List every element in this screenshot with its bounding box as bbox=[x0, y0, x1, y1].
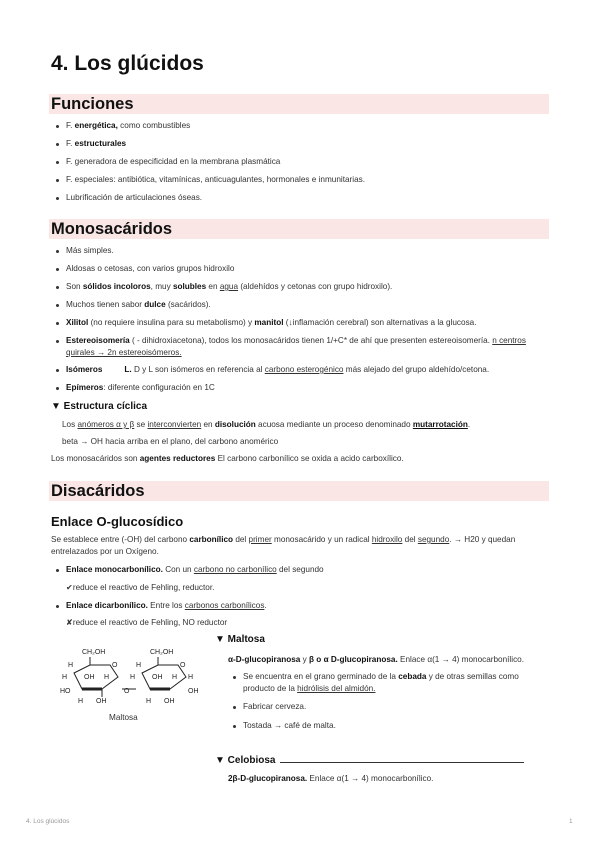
list-item: Se encuentra en el grano germinado de la cebada y de otras semillas como bbox=[243, 672, 519, 681]
footer-title: 4. Los glúcidos bbox=[26, 818, 70, 825]
list-item-continuation: quirales → 2n estereoisómeros. bbox=[66, 348, 182, 357]
list-item: Son sólidos incoloros, muy solubles en agua (aldehídos y cetonas con grupo hidroxilo). bbox=[66, 282, 393, 291]
paragraph-continuation: entrelazados por un Oxígeno. bbox=[51, 547, 159, 556]
bullet bbox=[56, 286, 59, 289]
svg-text:H: H bbox=[136, 662, 142, 669]
bullet bbox=[56, 250, 59, 253]
svg-text:OH: OH bbox=[164, 698, 175, 705]
bullet bbox=[56, 369, 59, 372]
section-heading-monosacaridos: Monosacáridos bbox=[49, 219, 549, 239]
bullet bbox=[56, 125, 59, 128]
bullet bbox=[56, 304, 59, 307]
list-item: F. generadora de especificidad en la membrana plasmática bbox=[66, 157, 281, 166]
svg-text:H: H bbox=[188, 674, 194, 681]
svg-text:O: O bbox=[180, 662, 186, 669]
list-item: Xilitol (no requiere insulina para su metabolismo) y manitol (↓inflamación cerebral) son alternativas a la glucosa. bbox=[66, 318, 477, 327]
svg-text:CH₂OH: CH₂OH bbox=[150, 649, 174, 656]
bullet bbox=[56, 340, 59, 343]
paragraph: beta → OH hacia arriba en el plano, del carbono anomérico bbox=[62, 437, 279, 446]
toggle-maltosa[interactable]: ▼ Maltosa bbox=[215, 634, 265, 645]
list-item-note: ✔reduce el reactivo de Fehling, reductor. bbox=[66, 583, 215, 592]
list-item: Enlace monocarbonílico. Con un carbono no carbonílico del segundo bbox=[66, 565, 324, 574]
list-item: F. estructurales bbox=[66, 139, 127, 148]
paragraph: Los anómeros α y β se interconvierten en disolución acuosa mediante un proceso denominado mutarrotación. bbox=[62, 420, 471, 429]
divider bbox=[280, 762, 524, 763]
svg-text:OH: OH bbox=[84, 674, 95, 681]
list-item: Aldosas o cetosas, con varios grupos hidroxilo bbox=[66, 264, 235, 273]
svg-text:H: H bbox=[78, 698, 84, 705]
list-item: Fabricar cerveza. bbox=[243, 702, 307, 711]
bullet bbox=[56, 161, 59, 164]
svg-text:H: H bbox=[104, 674, 110, 681]
list-item: Más simples. bbox=[66, 246, 114, 255]
svg-text:OH: OH bbox=[152, 674, 163, 681]
svg-text:H: H bbox=[68, 662, 74, 669]
bullet bbox=[56, 197, 59, 200]
bullet bbox=[56, 322, 59, 325]
page-number: 1 bbox=[569, 818, 573, 825]
section-heading-disacaridos: Disacáridos bbox=[49, 481, 549, 501]
svg-text:O: O bbox=[112, 662, 118, 669]
bullet bbox=[56, 143, 59, 146]
svg-text:H: H bbox=[62, 674, 68, 681]
bullet bbox=[233, 676, 236, 679]
bullet bbox=[56, 387, 59, 390]
page-title: 4. Los glúcidos bbox=[51, 52, 204, 75]
toggle-estructura-ciclica[interactable]: ▼ Estructura cíclica bbox=[51, 401, 148, 412]
bullet bbox=[56, 605, 59, 608]
list-item: F. energética, como combustibles bbox=[66, 121, 191, 130]
list-item: Tostada → café de malta. bbox=[243, 721, 336, 730]
svg-text:O: O bbox=[124, 688, 130, 695]
paragraph: 2β-D-glucopiranosa. Enlace α(1 → 4) monocarbonílico. bbox=[228, 774, 434, 783]
paragraph: Los monosacáridos son agentes reductores El carbono carbonílico se oxida a acido carboxílico. bbox=[51, 454, 404, 463]
svg-text:H: H bbox=[146, 698, 152, 705]
bullet bbox=[233, 725, 236, 728]
list-item: Muchos tienen sabor dulce (sacáridos). bbox=[66, 300, 211, 309]
list-item: Enlace dicarbonílico. Entre los carbonos carbonílicos. bbox=[66, 601, 267, 610]
bullet bbox=[233, 706, 236, 709]
list-item: Isómeros L. D y L son isómeros en referencia al carbono esterogénico más alejado del grupo aldehído/cetona. bbox=[66, 365, 490, 374]
svg-text:H: H bbox=[130, 674, 136, 681]
figure-caption: Maltosa bbox=[109, 713, 138, 722]
list-item: Estereoisomería ( - dihidroxiacetona), todos los monosacáridos tienen 1/+C* de ahí que presenten estereoisomería. n centros bbox=[66, 336, 526, 345]
bullet bbox=[56, 569, 59, 572]
svg-text:OH: OH bbox=[96, 698, 107, 705]
bullet bbox=[56, 268, 59, 271]
subsection-heading-enlace: Enlace O-glucosídico bbox=[51, 514, 184, 529]
svg-text:OH: OH bbox=[188, 688, 199, 695]
toggle-celobiosa[interactable]: ▼ Celobiosa bbox=[215, 755, 276, 766]
list-item: Epímeros: diferente configuración en 1C bbox=[66, 383, 215, 392]
list-item-note: ✘reduce el reactivo de Fehling, NO reductor bbox=[66, 618, 228, 627]
list-item: F. especiales: antibiótica, vitamínicas, anticuagulantes, hormonales e inmunitarias. bbox=[66, 175, 365, 184]
section-heading-funciones: Funciones bbox=[49, 94, 549, 114]
svg-text:HO: HO bbox=[60, 688, 71, 695]
bullet bbox=[56, 179, 59, 182]
list-item-continuation: producto de la hidrólisis del almidón. bbox=[243, 684, 376, 693]
paragraph: Se establece entre (-OH) del carbono carbonílico del primer monosacárido y un radical hidroxilo del segundo. → H20 y quedan bbox=[51, 535, 516, 544]
paragraph: α-D-glucopiranosa y β o α D-glucopiranosa. Enlace α(1 → 4) monocarbonílico. bbox=[228, 655, 524, 664]
list-item: Lubrificación de articulaciones óseas. bbox=[66, 193, 203, 202]
svg-text:H: H bbox=[172, 674, 178, 681]
svg-text:CH₂OH: CH₂OH bbox=[82, 649, 106, 656]
